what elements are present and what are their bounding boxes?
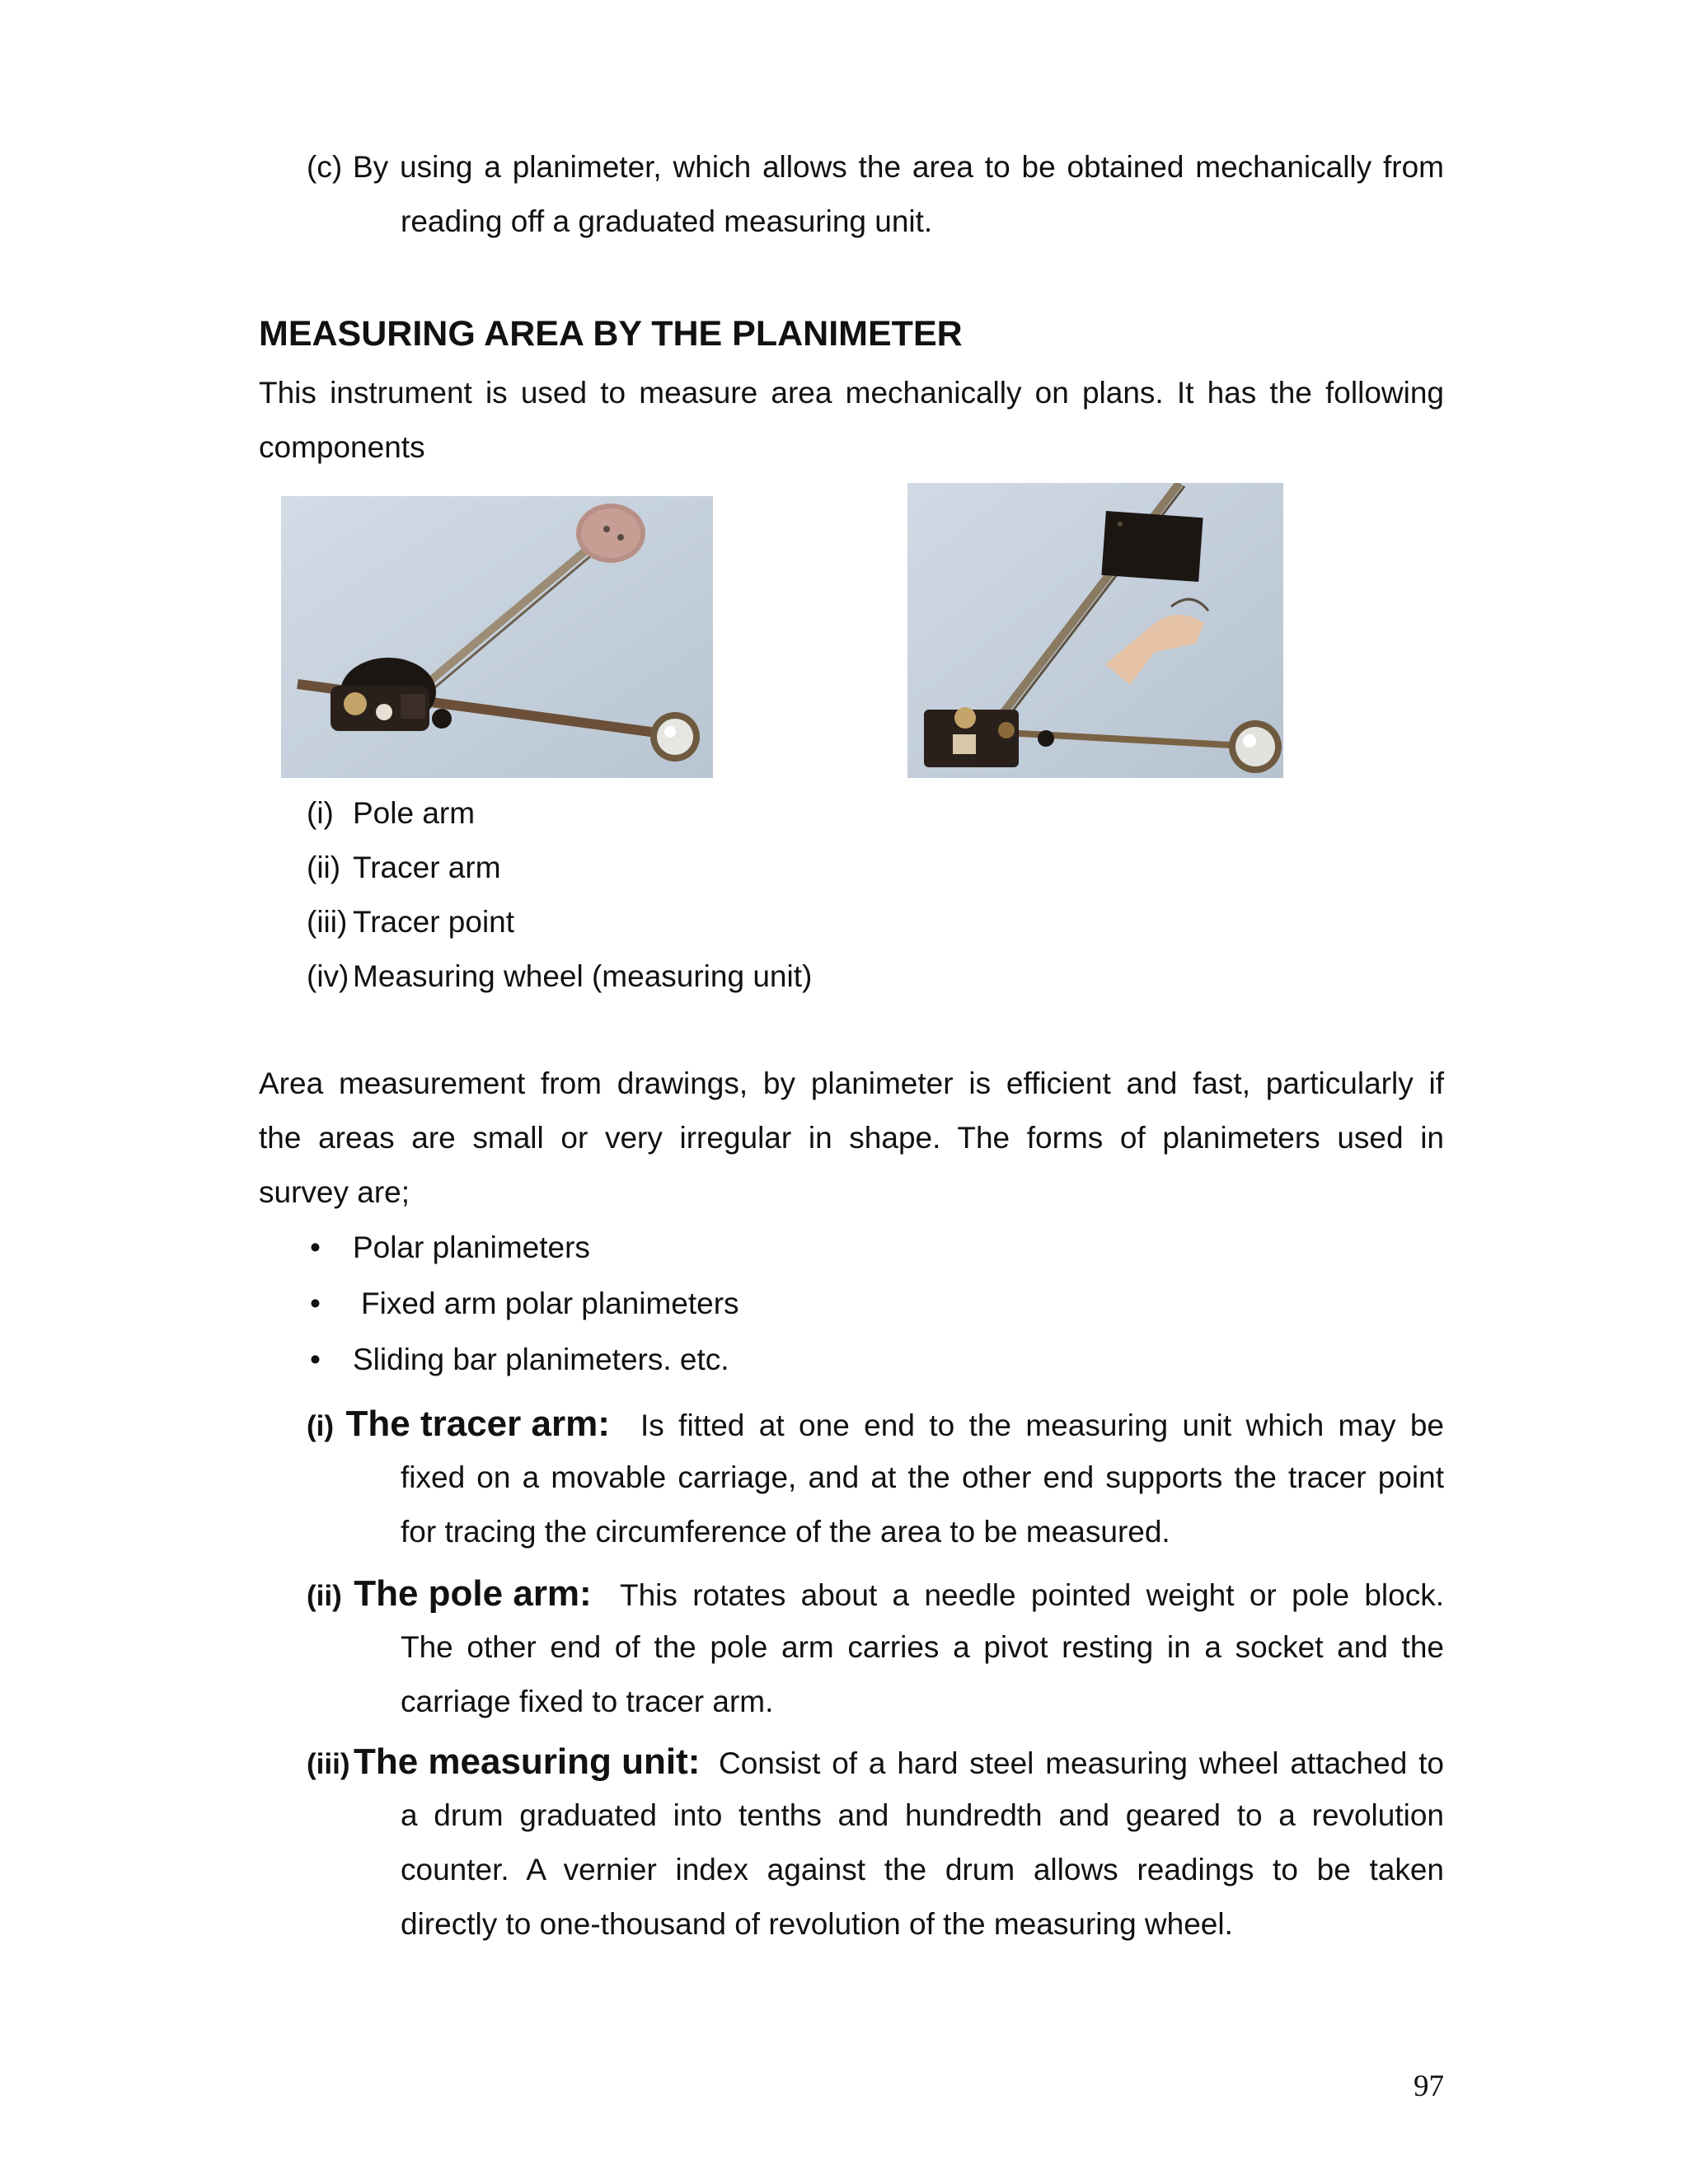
page-number: 97 bbox=[1414, 2069, 1444, 2103]
bullet-icon: • bbox=[310, 1286, 321, 1320]
definition-text-line-3: carriage fixed to tracer arm. bbox=[401, 1685, 774, 1718]
definition-text-line-1: Consist of a hard steel measuring wheel attached to bbox=[719, 1746, 1444, 1780]
list-item bbox=[307, 949, 1444, 1004]
list-item-label: (ii) bbox=[307, 851, 341, 884]
paragraph-1-line-2: components bbox=[259, 430, 425, 464]
list-item-text: Tracer point bbox=[353, 905, 515, 939]
definition-pole-arm-first-line bbox=[307, 1563, 1444, 1625]
list-item bbox=[310, 1277, 1444, 1331]
definition-text-line-2: The other end of the pole arm carries a pivot resting in a socket and the bbox=[401, 1630, 1444, 1664]
list-item bbox=[310, 1221, 1444, 1275]
planimeter-photo-2 bbox=[907, 483, 1283, 778]
definition-text-line-4: directly to one-thousand of revolution of the measuring wheel. bbox=[401, 1907, 1233, 1941]
section-heading: MEASURING AREA BY THE PLANIMETER bbox=[259, 314, 963, 354]
definition-text-line-3: counter. A vernier index against the drum allows readings to be taken bbox=[401, 1853, 1444, 1886]
list-item-text: Fixed arm polar planimeters bbox=[361, 1286, 739, 1320]
definition-label: (ii) bbox=[307, 1580, 342, 1612]
list-item-text: Polar planimeters bbox=[353, 1230, 590, 1264]
planimeter-photo-1 bbox=[281, 496, 713, 778]
paragraph-2-line-1: Area measurement from drawings, by planimeter is efficient and fast, particularly if bbox=[259, 1066, 1444, 1100]
definition-text-line-1: This rotates about a needle pointed weight or pole block. bbox=[620, 1578, 1444, 1612]
components-list bbox=[307, 786, 1444, 1004]
definition-label: (iii) bbox=[307, 1748, 350, 1780]
bullet-icon: • bbox=[310, 1230, 321, 1264]
paragraph-2-line-2: the areas are small or very irregular in shape. The forms of planimeters used in bbox=[259, 1121, 1444, 1155]
list-item-label: (iii) bbox=[307, 905, 348, 939]
paragraph-2-line-3: survey are; bbox=[259, 1175, 410, 1209]
intro-item-label: (c) bbox=[307, 150, 343, 184]
list-item-label: (i) bbox=[307, 796, 334, 830]
planimeter-types-list bbox=[310, 1221, 1444, 1389]
definition-title: The measuring unit: bbox=[353, 1741, 701, 1782]
list-item-text: Pole arm bbox=[353, 796, 476, 830]
list-item bbox=[307, 895, 1444, 949]
definition-text-line-2: a drum graduated into tenths and hundredth and geared to a revolution bbox=[401, 1798, 1444, 1832]
definition-text-line-3: for tracing the circumference of the area to be measured. bbox=[401, 1515, 1170, 1549]
definition-text-line-1: Is fitted at one end to the measuring unit which may be bbox=[640, 1408, 1444, 1442]
bullet-icon: • bbox=[310, 1343, 321, 1376]
definition-measuring-unit-first-line bbox=[307, 1731, 1444, 1793]
list-item-text: Tracer arm bbox=[353, 851, 501, 884]
list-item-text: Sliding bar planimeters. etc. bbox=[353, 1343, 729, 1376]
list-item-label: (iv) bbox=[307, 959, 349, 993]
intro-item-line-1: By using a planimeter, which allows the area to be obtained mechanically from bbox=[353, 150, 1444, 184]
list-item bbox=[310, 1333, 1444, 1387]
list-item bbox=[307, 786, 1444, 841]
intro-item-line-2: reading off a graduated measuring unit. bbox=[401, 204, 933, 238]
definition-text-line-2: fixed on a movable carriage, and at the other end supports the tracer point bbox=[401, 1460, 1444, 1494]
paragraph-1-line-1: This instrument is used to measure area mechanically on plans. It has the following bbox=[259, 376, 1444, 410]
list-item-text: Measuring wheel (measuring unit) bbox=[353, 959, 813, 993]
definition-tracer-arm-first-line bbox=[307, 1393, 1444, 1455]
list-item bbox=[307, 841, 1444, 895]
definition-title: The pole arm: bbox=[354, 1573, 592, 1614]
definition-title: The tracer arm: bbox=[345, 1404, 610, 1444]
definition-label: (i) bbox=[307, 1410, 335, 1442]
